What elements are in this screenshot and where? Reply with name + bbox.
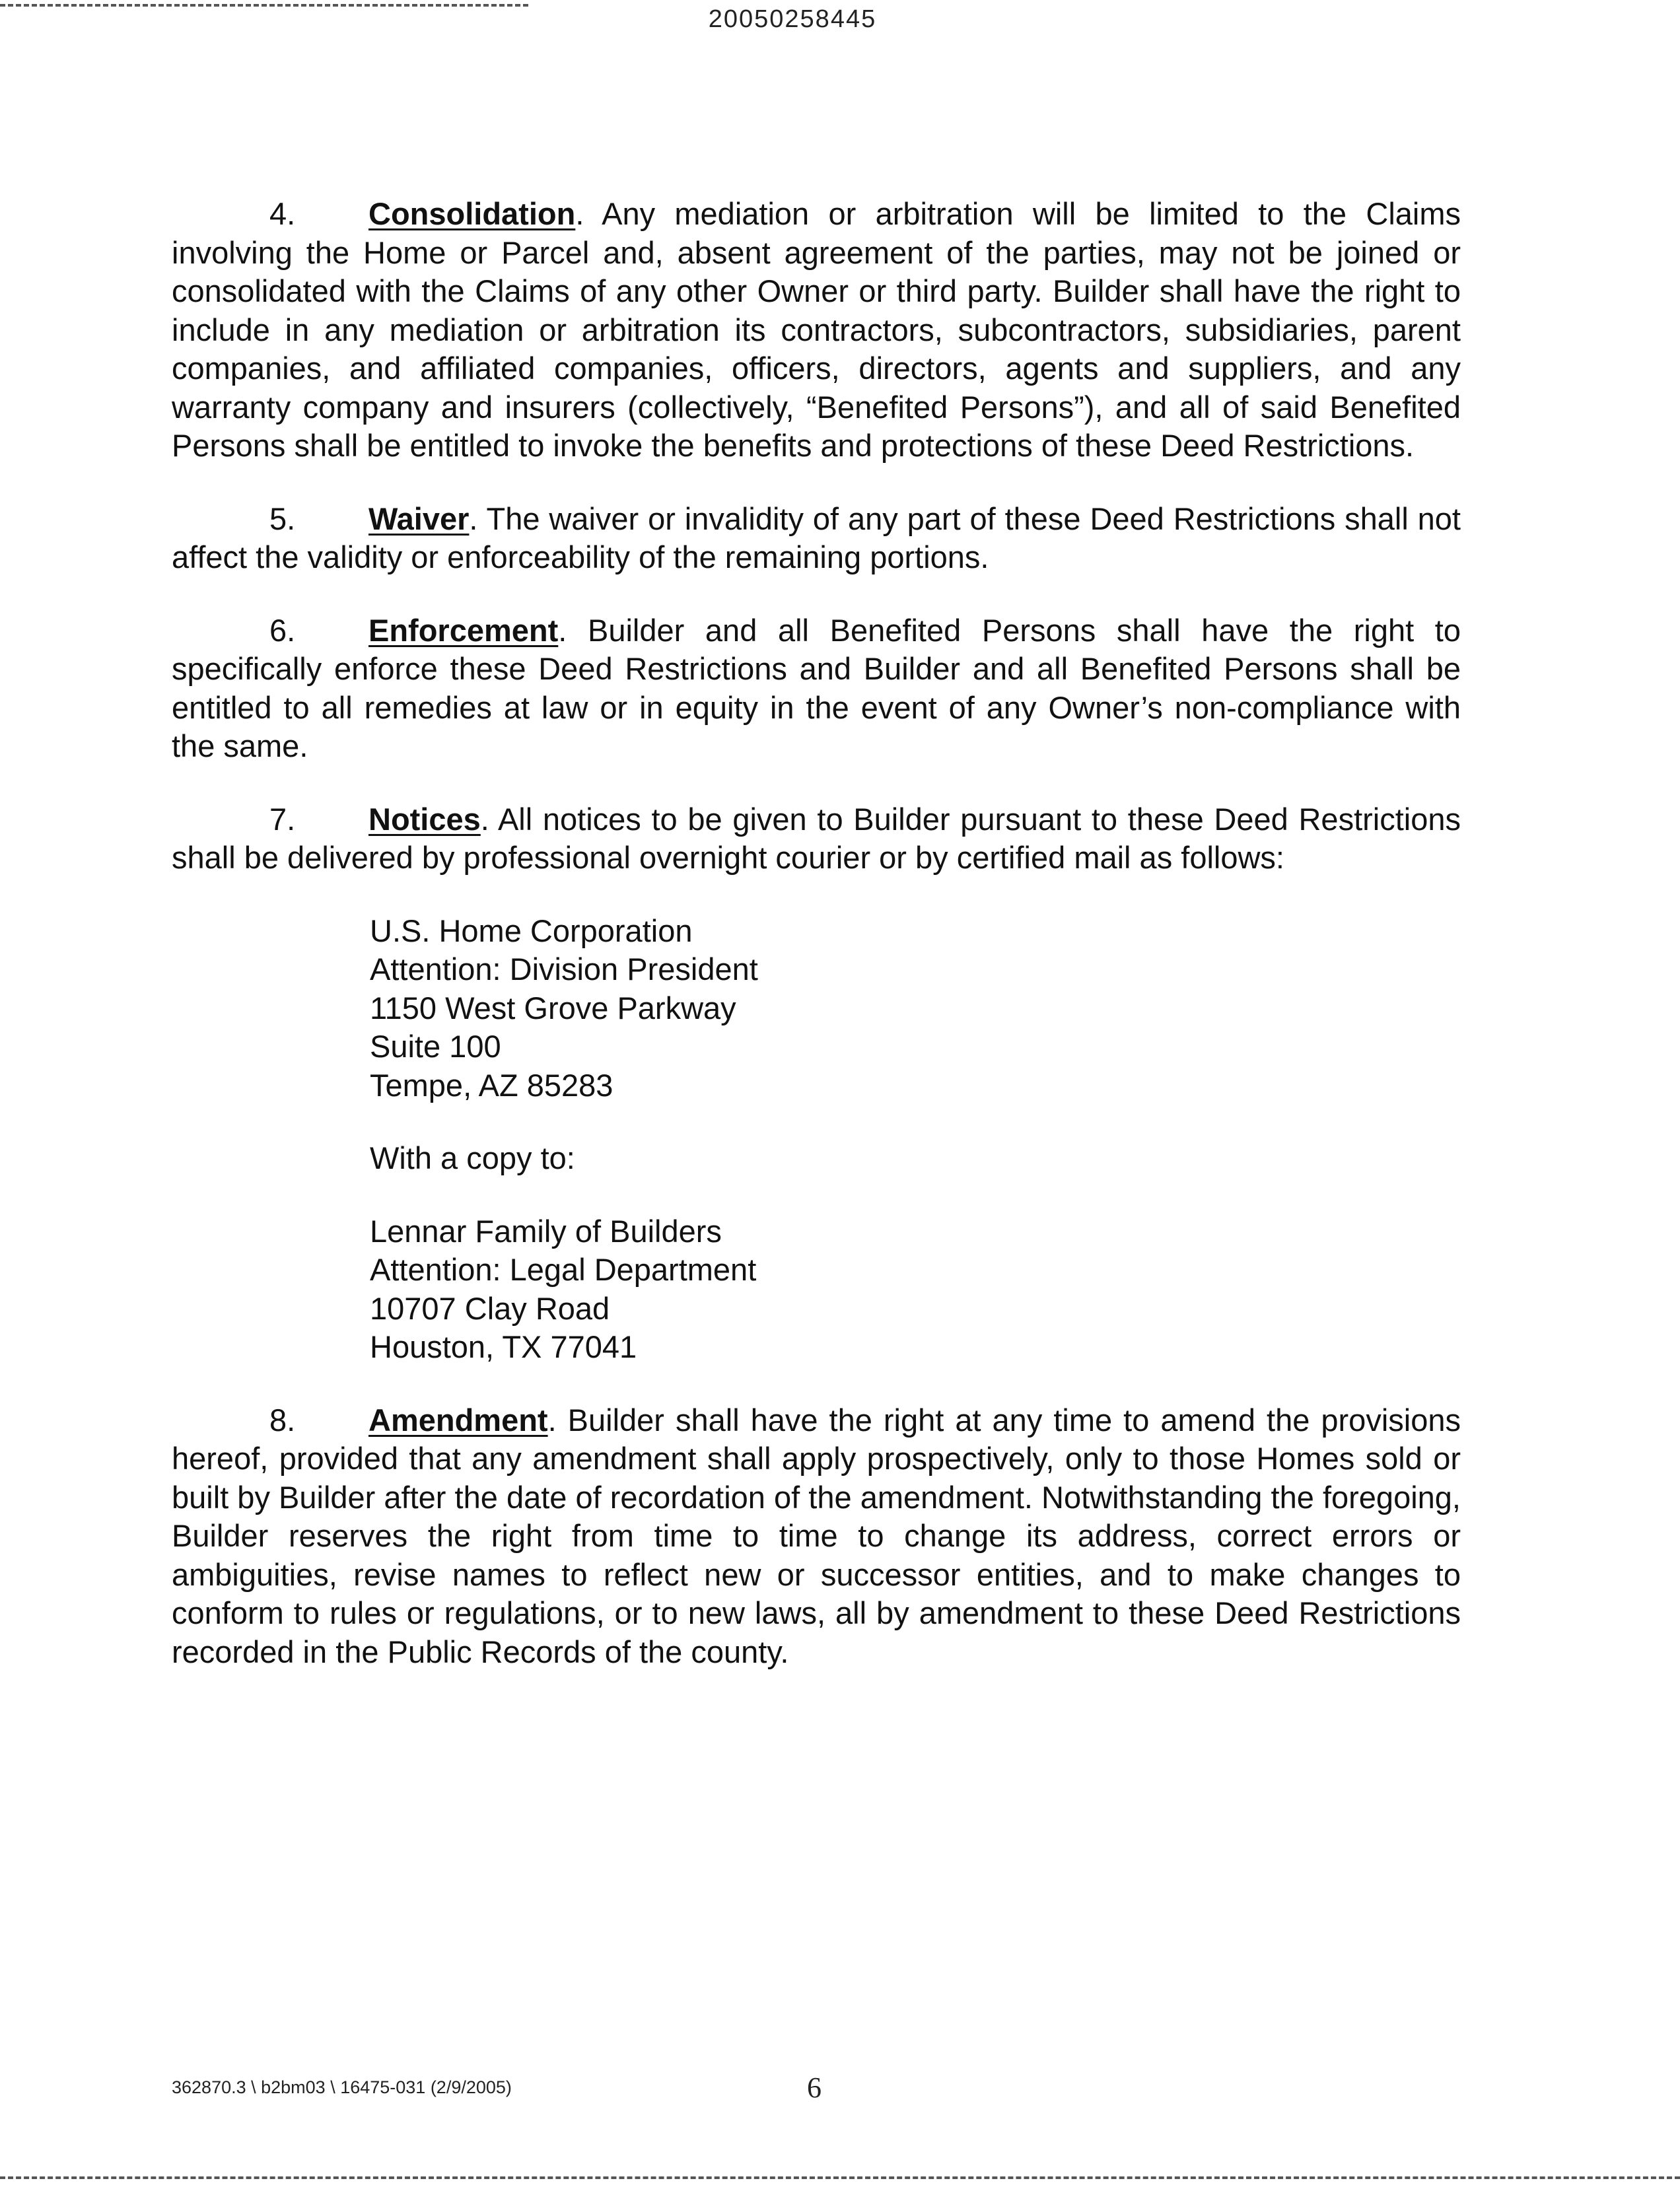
- section-text: . The waiver or invalidity of any part of these Deed Restrictions shall not affect the validity or enforceability of the remaining portions.: [172, 501, 1461, 574]
- section-number: 8.: [269, 1402, 296, 1438]
- section-text: . Any mediation or arbitration will be limited to the Claims involving the Home or Parcel and, absent agreement of the parties, may not be joined or consolidated with the Claims of any other Owner or third party. Builder shall have the right to include in any mediation or arbitration its contractors, subcontractors, subsidiaries, parent companies, and affiliated companies, officers, directors, agents and suppliers, and any warranty company and insurers (collectively, “Benefited Persons”), and all of said Benefited Persons shall be entitled to invoke the benefits and protections of these Deed Restrictions.: [172, 196, 1461, 463]
- section-heading: Consolidation: [368, 196, 576, 231]
- scan-edge-bottom: [0, 2176, 1680, 2179]
- primary-notice-address: [370, 912, 1461, 1105]
- section-enforcement: [172, 611, 1461, 766]
- address-line: Houston, TX 77041: [370, 1329, 637, 1364]
- section-heading: Amendment: [368, 1402, 548, 1438]
- address-line: Attention: Division President: [370, 952, 758, 987]
- document-body: [172, 195, 1461, 1706]
- address-line: 1150 West Grove Parkway: [370, 990, 736, 1025]
- section-number: 6.: [269, 612, 296, 648]
- section-consolidation: [172, 195, 1461, 466]
- section-heading: Enforcement: [368, 612, 559, 648]
- address-line: Attention: Legal Department: [370, 1252, 757, 1287]
- recording-number: 20050258445: [708, 5, 877, 33]
- copy-notice-address: [370, 1212, 1461, 1367]
- page-number: 6: [807, 2071, 822, 2104]
- address-line: U.S. Home Corporation: [370, 913, 693, 948]
- section-number: 7.: [269, 801, 296, 837]
- section-text: . All notices to be given to Builder pursuant to these Deed Restrictions shall be delivered by professional overnight courier or by certified mail as follows:: [172, 801, 1461, 875]
- section-notices: [172, 800, 1461, 878]
- section-number: 5.: [269, 501, 296, 536]
- section-text: . Builder shall have the right at any time to amend the provisions hereof, provided that any amendment shall apply prospectively, only to those Homes sold or built by Builder after the date of recordation of the amendment. Notwithstanding the foregoing, Builder reserves the right from time to time to change its address, correct errors or ambiguities, revise names to reflect new or successor entities, and to make changes to conform to rules or regulations, or to new laws, all by amendment to these Deed Restrictions recorded in the Public Records of the county.: [172, 1402, 1461, 1669]
- section-heading: Waiver: [368, 501, 470, 536]
- address-line: Tempe, AZ 85283: [370, 1067, 613, 1103]
- section-number: 4.: [269, 196, 296, 231]
- address-line: Suite 100: [370, 1029, 501, 1064]
- copy-to-label: With a copy to:: [370, 1140, 575, 1175]
- section-heading: Notices: [368, 801, 481, 837]
- section-amendment: [172, 1401, 1461, 1672]
- section-text: . Builder and all Benefited Persons shall have the right to specifically enforce these Deed Restrictions and Builder and all Benefited Persons shall be entitled to all remedies at law or in equity in the event of any Owner’s non-compliance with the same.: [172, 612, 1461, 763]
- address-line: Lennar Family of Builders: [370, 1213, 722, 1249]
- document-reference: 362870.3 \ b2bm03 \ 16475-031 (2/9/2005): [172, 2077, 512, 2097]
- section-waiver: [172, 500, 1461, 577]
- address-line: 10707 Clay Road: [370, 1290, 610, 1326]
